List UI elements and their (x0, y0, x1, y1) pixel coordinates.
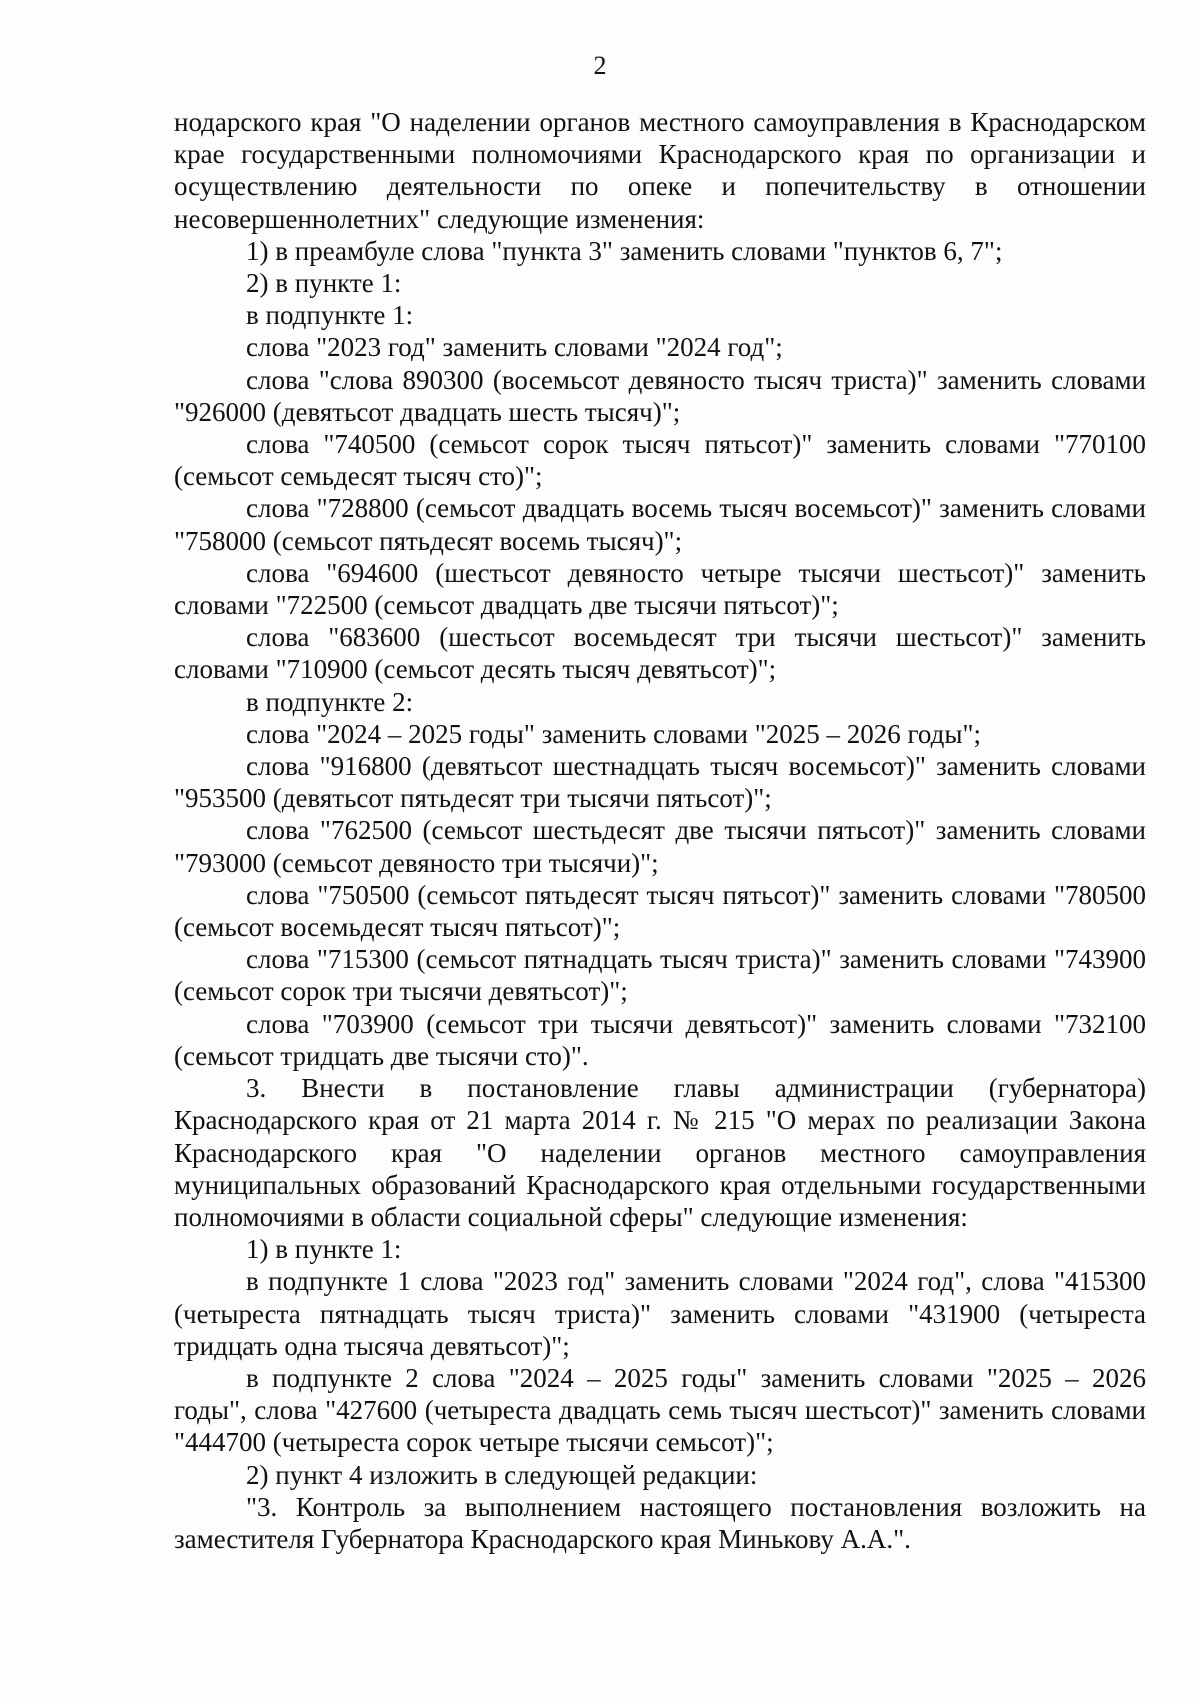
paragraph-subpoint-1-header: в подпункте 1: (246, 300, 414, 331)
paragraph-amendment: слова "916800 (девятьсот шестнадцать тысяч восемьсот)" заменить словами "953500 (девятьсот пятьдесят три тысячи пятьсот)"; (174, 751, 1146, 814)
paragraph-preamble-change: 1) в преамбуле слова "пункта 3" заменить словами "пунктов 6, 7"; (246, 235, 1003, 266)
paragraph-section-3: 3. Внести в постановление главы администрации (губернатора) Краснодарского края от 21 марта 2014 г. № 215 "О мерах по реализации Закона Краснодарского края "О наделении органов местного самоуправления муниципальных образований Краснодарского края отдельными государственными полномочиями в области социальной сферы" следующие изменения: (174, 1073, 1146, 1232)
paragraph-amendment: в подпункте 1 слова "2023 год" заменить словами "2024 год", слова "415300 (четыреста пятнадцать тысяч триста)" заменить словами "431900 (четыреста тридцать одна тысяча девятьсот)"; (174, 1266, 1146, 1361)
paragraph-point-1-header: 2) в пункте 1: (246, 268, 402, 299)
paragraph-amendment: в подпункте 2 слова "2024 – 2025 годы" заменить словами "2025 – 2026 годы", слова "427600 (четыреста двадцать семь тысяч шестьсот)" заменить словами "444700 (четыреста сорок четыре тысячи семьсот)"; (174, 1362, 1146, 1458)
paragraph-amendment: слова "703900 (семьсот три тысячи девятьсот)" заменить словами "732100 (семьсот тридцать две тысячи сто)". (174, 1008, 1146, 1071)
paragraph-amendment: слова "715300 (семьсот пятнадцать тысяч триста)" заменить словами "743900 (семьсот сорок три тысячи девятьсот)"; (174, 944, 1146, 1007)
paragraph-subpoint-2-header: в подпункте 2: (246, 686, 414, 717)
paragraph-amendment: слова "2023 год" заменить словами "2024 год"; (246, 332, 783, 363)
paragraph-amendment: слова "слова 890300 (восемьсот девяносто тысяч триста)" заменить словами "926000 (девятьсот двадцать шесть тысяч)"; (174, 364, 1146, 427)
paragraph-amendment: слова "2024 – 2025 годы" заменить словами "2025 – 2026 годы"; (246, 718, 982, 749)
paragraph-section-3-point-2-header: 2) пункт 4 изложить в следующей редакции: (246, 1459, 758, 1490)
paragraph-amendment: слова "683600 (шестьсот восемьдесят три тысячи шестьсот)" заменить словами "710900 (семьсот десять тысяч девятьсот)"; (174, 622, 1146, 685)
paragraph-new-point-text: "3. Контроль за выполнением настоящего постановления возложить на заместителя Губернатора Краснодарского края Минькову А.А.". (174, 1491, 1146, 1554)
paragraph-amendment: слова "728800 (семьсот двадцать восемь тысяч восемьсот)" заменить словами "758000 (семьсот пятьдесят восемь тысяч)"; (174, 493, 1146, 556)
paragraph-section-3-point-1-header: 1) в пункте 1: (246, 1234, 402, 1265)
paragraph-amendment: слова "750500 (семьсот пятьдесят тысяч пятьсот)" заменить словами "780500 (семьсот восемьдесят тысяч пятьсот)"; (174, 879, 1146, 943)
paragraph-intro-continuation: нодарского края "О наделении органов местного самоуправления в Краснодарском крае государственными полномочиями Краснодарского края по организации и осуществлению деятельности по опеке и попечительству в отношении несовершеннолетних" следующие изменения: (174, 107, 1146, 234)
document-body (174, 106, 1146, 1555)
paragraph-amendment: слова "740500 (семьсот сорок тысяч пятьсот)" заменить словами "770100 (семьсот семьдесят тысяч сто)"; (174, 429, 1146, 492)
paragraph-amendment: слова "762500 (семьсот шестьдесят две тысячи пятьсот)" заменить словами "793000 (семьсот девяносто три тысячи)"; (174, 815, 1146, 878)
page-number: 2 (593, 51, 607, 80)
paragraph-amendment: слова "694600 (шестьсот девяносто четыре тысячи шестьсот)" заменить словами "722500 (семьсот двадцать две тысячи пятьсот)"; (174, 557, 1146, 621)
